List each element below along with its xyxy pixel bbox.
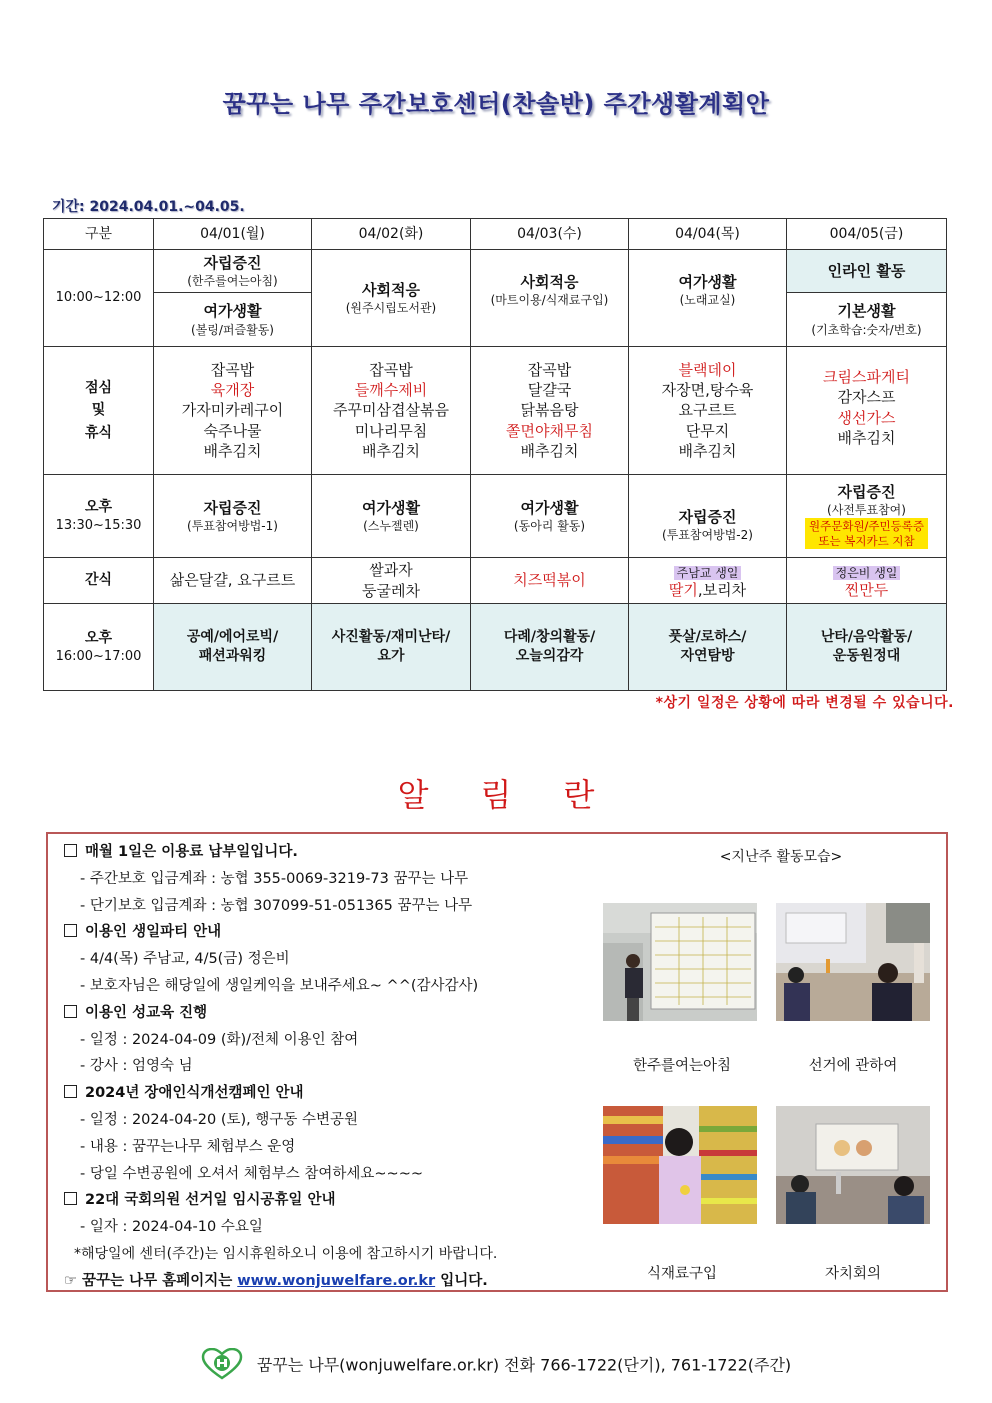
menu-item: 배추김치 (520, 441, 579, 460)
menu-item: 육개장 (210, 381, 255, 400)
menu-item: 감자스프 (837, 388, 896, 407)
notice-text: - 일자 : 2024-04-10 수요일 (80, 1219, 263, 1236)
table-header-row (44, 219, 947, 250)
table-row (44, 347, 947, 475)
snack-item: 쌀과자 (369, 561, 413, 580)
program-cell (787, 604, 947, 691)
activity-sub: (투표참여방법-1) (187, 519, 278, 534)
homepage-link[interactable]: www.wonjuwelfare.or.kr (237, 1272, 436, 1289)
schedule-cell (787, 293, 947, 347)
notice-text: - 당일 수변공원에 오셔서 체험부스 참여하세요~~~~ (80, 1165, 424, 1182)
menu-item: 단무지 (685, 421, 730, 440)
activity-sub: (투표참여방법-2) (662, 528, 753, 543)
id-card-note (805, 518, 928, 549)
notice-text: 22대 국회의원 선거일 임시공휴일 안내 (85, 1192, 336, 1209)
notice-item (64, 973, 584, 1000)
gallery-title: <지난주 활동모습> (719, 849, 843, 865)
menu-item: 잡곡밥 (369, 360, 413, 379)
notice-text: - 주간보호 입금계좌 : 농협 355-0069-3219-73 꿈꾸는 나무 (80, 870, 469, 887)
menu-item: 쫄면야채무침 (506, 421, 593, 440)
notice-item (64, 1134, 584, 1161)
schedule-cell (154, 475, 312, 558)
menu-item: 배추김치 (678, 441, 737, 460)
notice-list (64, 839, 584, 1295)
snack-cell: 삶은달걀, 요구르트 (154, 558, 312, 604)
activity-sub: (볼링/퍼즐활동) (191, 322, 274, 337)
menu-item: 배추김치 (203, 441, 262, 460)
notice-text: - 일정 : 2024-04-09 (화)/전체 이용인 참여 (80, 1031, 359, 1048)
header-cell: 04/02(화) (312, 219, 471, 250)
menu-item: 자장면,탕수육 (661, 381, 754, 400)
snack-item: 찐만두 (844, 580, 889, 599)
notice-text: - 단기보호 입금계좌 : 농협 307099-51-051365 꿈꾸는 나무 (80, 897, 473, 914)
menu-item: 요구르트 (678, 401, 737, 420)
activity-title: 여가생활 (678, 273, 737, 291)
menu-item: 생선가스 (837, 408, 896, 427)
menu-item: 주꾸미삼겹살볶음 (333, 401, 449, 420)
schedule-cell (154, 293, 312, 347)
activity-sub: (기초학습:숫자/번호) (811, 322, 922, 337)
menu-item: 잡곡밥 (210, 360, 255, 379)
lunch-label-1: 점심 (84, 379, 113, 396)
checkbox-icon (64, 924, 77, 937)
program-line: 요가 (377, 648, 405, 664)
whiteboard-photo (603, 903, 757, 1021)
notice-text: - 강사 : 엄영숙 님 (80, 1058, 193, 1075)
menu-item: 닭볶음탕 (520, 401, 579, 420)
notice-item (64, 1214, 584, 1241)
schedule-cell (629, 250, 787, 347)
checkbox-icon (64, 1085, 77, 1098)
notice-item (64, 866, 584, 893)
notice-item (64, 1053, 584, 1080)
notice-item (64, 1161, 584, 1188)
header-cell: 004/05(금) (787, 219, 947, 250)
menu-item: 배추김치 (362, 441, 420, 460)
footer-text: 꿈꾸는 나무(wonjuwelfare.or.kr) 전화 766-1722(단기), 761-1722(주간) (256, 1355, 792, 1375)
activity-title: 자립증진 (203, 253, 262, 272)
program-line: 난타/음악활동/ (820, 629, 913, 646)
slot-label (44, 604, 154, 691)
schedule-cell (787, 250, 947, 293)
pm-time: 13:30~15:30 (55, 517, 142, 533)
notice-text: 이용인 생일파티 안내 (85, 924, 222, 941)
schedule-cell (787, 475, 947, 558)
activity-title: 자립증진 (678, 507, 737, 526)
activity-title: 인라인 활동 (827, 261, 906, 280)
menu-item: 크림스파게티 (823, 368, 910, 386)
snack-cell (787, 558, 947, 604)
notice-item (64, 1107, 584, 1134)
menu-item: 잡곡밥 (527, 360, 572, 379)
menu-item: 달걀국 (527, 381, 572, 400)
menu-cell (471, 347, 629, 475)
program-cell (629, 604, 787, 691)
snack-cell (312, 558, 471, 604)
schedule-cell (629, 475, 787, 558)
table-row (44, 604, 947, 691)
homepage-suffix: 입니다. (435, 1272, 488, 1289)
pm-time: 16:00~17:00 (55, 648, 142, 664)
notice-heading (64, 839, 584, 866)
program-cell (471, 604, 629, 691)
header-cell: 04/03(수) (471, 219, 629, 250)
page-title: 꿈꾸는 나무 주간보호센터(찬솔반) 주간생활계획안 (222, 90, 770, 118)
supermarket-photo (603, 1106, 757, 1224)
birthday-badge: 정은비 생일 (833, 566, 901, 580)
menu-cell (154, 347, 312, 475)
snack-cell (629, 558, 787, 604)
notice-item (64, 893, 584, 920)
notice-text: - 내용 : 꿈꾸는나무 체험부스 운영 (80, 1138, 296, 1155)
photo-caption: 자치회의 (824, 1266, 882, 1282)
pm-label: 오후 (84, 498, 113, 515)
menu-cell (787, 347, 947, 475)
snack-item: 둥굴레차 (362, 581, 420, 600)
activity-title: 여가생활 (203, 302, 262, 321)
snack-item: 딸기 (668, 580, 698, 599)
birthday-badge: 주남교 생일 (674, 566, 742, 580)
program-line: 공예/에어로빅/ (186, 629, 279, 646)
homepage-line (64, 1268, 584, 1295)
activity-sub: (마트이용/식재료구입) (490, 293, 609, 308)
activity-title: 여가생활 (362, 498, 420, 517)
menu-item: 배추김치 (837, 428, 896, 447)
menu-cell (629, 347, 787, 475)
schedule-cell (471, 475, 629, 558)
notice-heading (64, 1080, 584, 1107)
activity-title: 사회적응 (362, 280, 420, 299)
notice-text: 매월 1일은 이용료 납부일입니다. (85, 844, 298, 860)
checkbox-icon (64, 844, 77, 857)
photo-caption: 선거에 관하여 (808, 1058, 898, 1074)
program-line: 자연탐방 (680, 648, 735, 664)
program-line: 사진활동/재미난타/ (331, 629, 451, 646)
slot-label: 간식 (44, 558, 154, 604)
program-line: 풋살/로하스/ (668, 629, 747, 646)
footer (0, 1348, 992, 1384)
checkbox-icon (64, 1005, 77, 1018)
program-cell (312, 604, 471, 691)
activity-sub: (스누젤렌) (363, 519, 419, 534)
note-line: 원주문화원/주민등록증 (809, 519, 924, 534)
heart-logo-icon (201, 1348, 243, 1384)
notice-item (64, 946, 584, 973)
activity-sub: (동아리 활동) (513, 519, 586, 534)
lunch-label-3: 휴식 (84, 424, 113, 441)
header-cell: 04/01(월) (154, 219, 312, 250)
activity-sub: (사전투표참여) (827, 503, 906, 518)
program-line: 다례/창의활동/ (503, 629, 596, 646)
snack-cell: 치즈떡볶이 (471, 558, 629, 604)
activity-sub: (노래교실) (679, 293, 736, 308)
notice-text: 이용인 성교육 진행 (85, 1004, 208, 1021)
schedule-cell (312, 475, 471, 558)
period-label: 기간: 2024.04.01.~04.05. (52, 199, 245, 215)
schedule-cell (471, 250, 629, 347)
program-line: 오늘의감각 (515, 648, 584, 664)
meeting-photo (776, 1106, 930, 1224)
pm-label: 오후 (84, 629, 113, 646)
notice-heading (64, 1000, 584, 1027)
schedule-cell (312, 250, 471, 347)
homepage-prefix: ☞ 꿈꾸는 나무 홈페이지는 (64, 1272, 238, 1289)
program-cell (154, 604, 312, 691)
slot-label: 10:00~12:00 (44, 250, 154, 347)
header-cell: 04/04(목) (629, 219, 787, 250)
activity-title: 자립증진 (203, 498, 262, 517)
change-note: *상기 일정은 상황에 따라 변경될 수 있습니다. (655, 695, 954, 711)
notice-item (64, 1027, 584, 1054)
activity-sub: (원주시립도서관) (345, 301, 437, 316)
menu-item: 블랙데이 (678, 360, 737, 379)
notice-text: - 4/4(목) 주남교, 4/5(금) 정은비 (80, 951, 290, 968)
notice-text: 2024년 장애인식개선캠페인 안내 (85, 1085, 304, 1102)
notice-heading (64, 919, 584, 946)
notice-text: *해당일에 센터(주간)는 임시휴원하오니 이용에 참고하시기 바랍니다. (74, 1245, 498, 1262)
notice-heading (64, 1187, 584, 1214)
checkbox-icon (64, 1192, 77, 1205)
notice-text: - 일정 : 2024-04-20 (토), 행구동 수변공원 (80, 1111, 359, 1128)
header-cell: 구분 (44, 219, 154, 250)
table-row (44, 475, 947, 558)
activity-title: 기본생활 (837, 302, 896, 321)
menu-item: 미나리무침 (354, 421, 428, 440)
program-line: 운동원정대 (832, 648, 901, 664)
activity-sub: (한주를여는아침) (187, 274, 278, 289)
table-row (44, 558, 947, 604)
photo-caption: 식재료구입 (646, 1266, 718, 1282)
notice-item (64, 1241, 584, 1268)
menu-item: 들깨수제비 (354, 381, 428, 400)
photo-caption: 한주를여는아침 (632, 1058, 732, 1074)
slot-label (44, 347, 154, 475)
slot-label (44, 475, 154, 558)
program-line: 패션과워킹 (198, 648, 267, 664)
weekly-schedule-table (43, 218, 947, 691)
lunch-label-2: 및 (91, 402, 106, 419)
menu-item: 숙주나물 (203, 421, 262, 440)
table-row (44, 250, 947, 293)
activity-title: 사회적응 (520, 273, 579, 291)
snack-item: ,보리차 (697, 580, 747, 599)
schedule-cell (154, 250, 312, 293)
notice-text: - 보호자님은 해당일에 생일케익을 보내주세요~ ^^(감사감사) (80, 977, 479, 994)
note-line: 또는 복지카드 지참 (818, 533, 915, 548)
activity-title: 자립증진 (837, 482, 896, 501)
menu-item: 가자미카레구이 (181, 401, 284, 420)
classroom-photo (776, 903, 930, 1021)
activity-title: 여가생활 (520, 498, 579, 517)
menu-cell (312, 347, 471, 475)
notice-title: 알림란 (397, 776, 647, 814)
